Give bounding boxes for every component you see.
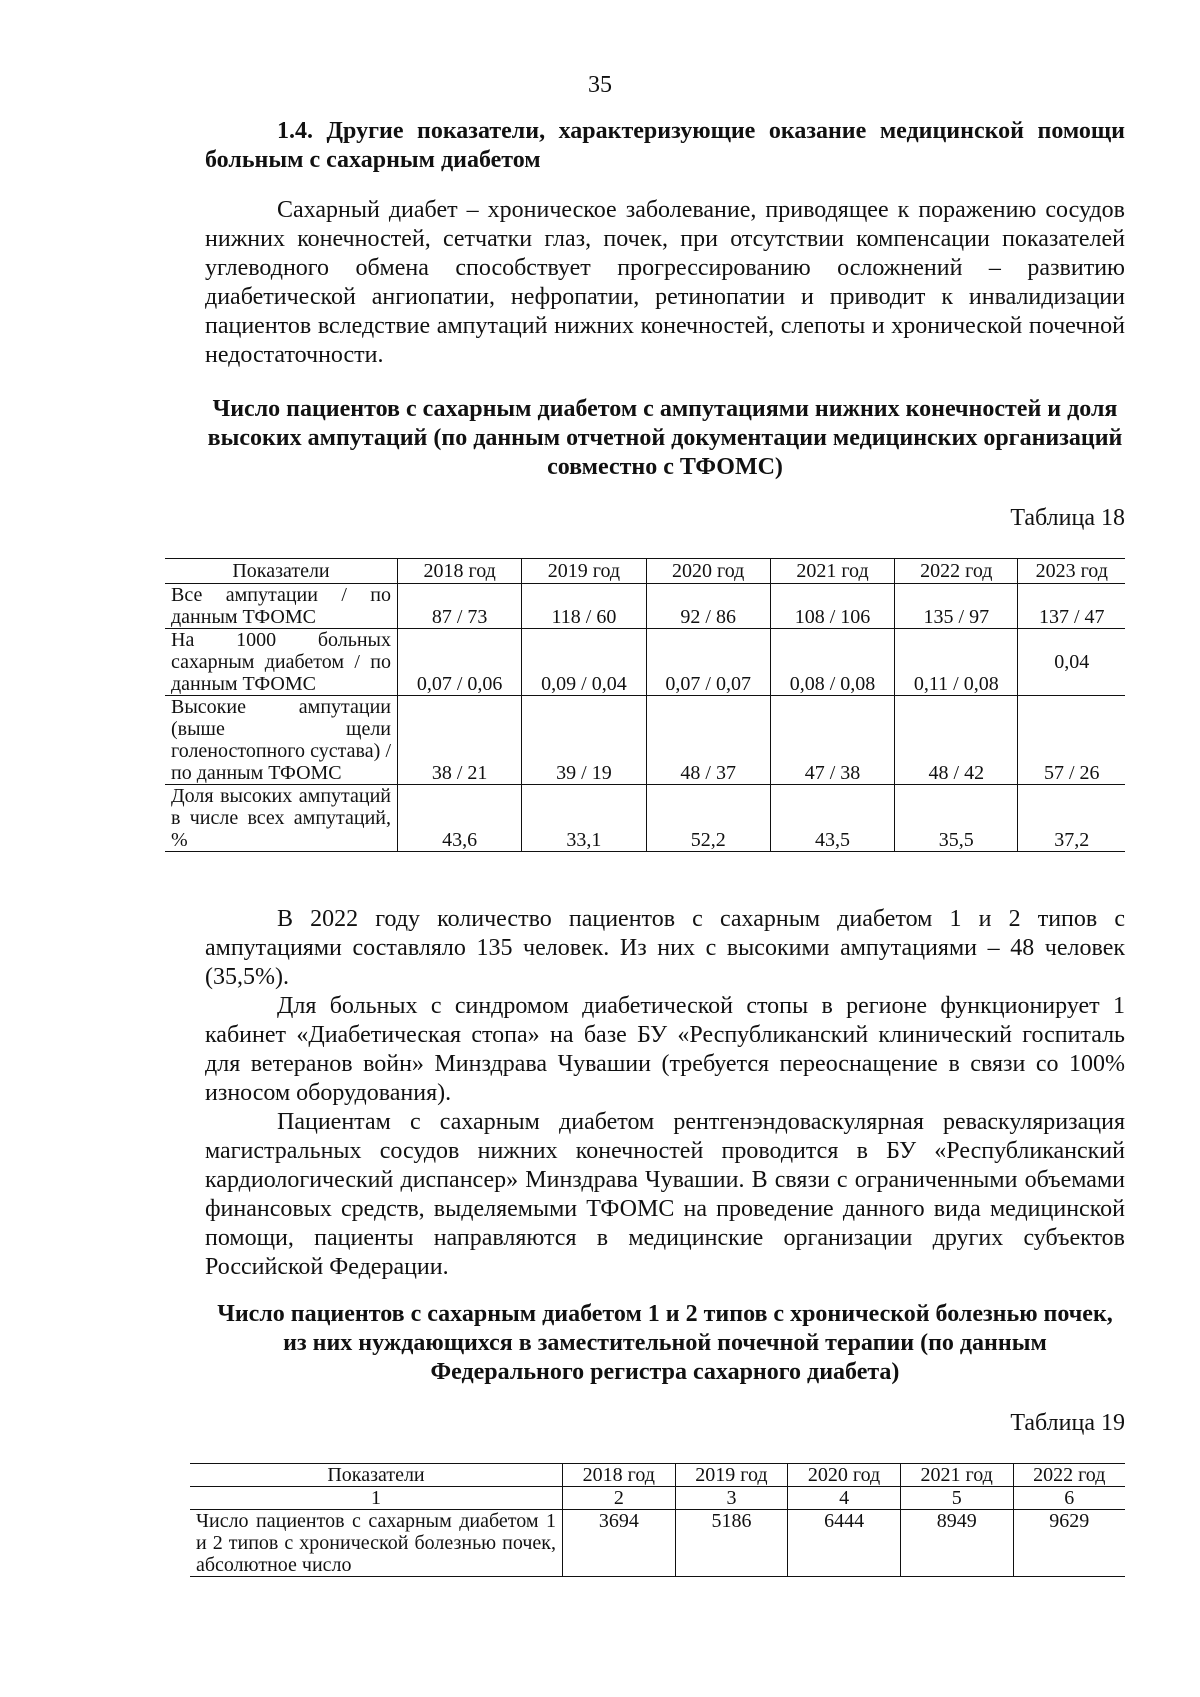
table-cell: 3694 (563, 1510, 676, 1577)
table18-caption: Таблица 18 (1010, 505, 1125, 531)
section-heading: 1.4. Другие показатели, характеризующие оказание медицинской помощи больным с сахарным диабетом (205, 118, 1125, 173)
table18 (165, 558, 1125, 852)
table-cell: 39 / 19 (522, 696, 646, 785)
paragraph-revascularization: Пациентам с сахарным диабетом рентгенэндоваскулярная реваскуляризация магистральных сосудов нижних конечностей проводится в БУ «Республиканский кардиологический диспансер» Минздрава Чувашии. В связи с ограниченными объемами финансовых средств, выделяемыми ТФОМС на проведение данного вида медицинской помощи, пациенты направляются в медицинские организации других субъектов Российской Федерации. (205, 1109, 1125, 1280)
table-row (165, 629, 1125, 696)
column-number: 4 (788, 1487, 901, 1510)
table-header-row (165, 559, 1125, 584)
table-cell: 48 / 37 (646, 696, 770, 785)
table-cell: 5186 (675, 1510, 788, 1577)
table-header-cell: Показатели (165, 559, 398, 584)
table-cell: 9629 (1013, 1510, 1125, 1577)
table19 (190, 1463, 1125, 1577)
table-cell: 0,07 / 0,06 (398, 629, 522, 696)
table-header-cell: 2020 год (646, 559, 770, 584)
table19-title: Число пациентов с сахарным диабетом 1 и 2 типов с хронической болезнью почек, из них нуждающихся в заместительной почечной терапии (по данным Федерального регистра сахарного диабета) (217, 1301, 1113, 1385)
table-cell: 0,09 / 0,04 (522, 629, 646, 696)
table-cell: 52,2 (646, 785, 770, 852)
table-header-cell: 2019 год (522, 559, 646, 584)
table-cell: 8949 (900, 1510, 1013, 1577)
table-cell: 43,5 (770, 785, 894, 852)
table-cell: 118 / 60 (522, 584, 646, 629)
table-cell: 37,2 (1018, 785, 1125, 852)
table-header-cell: 2023 год (1018, 559, 1125, 584)
table19-caption: Таблица 19 (1010, 1410, 1125, 1436)
table-cell: 47 / 38 (770, 696, 894, 785)
table-cell: 43,6 (398, 785, 522, 852)
table-cell: 0,11 / 0,08 (895, 629, 1018, 696)
table-cell: 87 / 73 (398, 584, 522, 629)
column-number-row (190, 1487, 1125, 1510)
table-header-cell: 2021 год (770, 559, 894, 584)
column-number: 1 (190, 1487, 563, 1510)
table-header-cell: 2020 год (788, 1464, 901, 1487)
row-label: На 1000 больных сахарным диабетом / по данным ТФОМС (165, 629, 398, 696)
table-row (165, 696, 1125, 785)
row-label: Высокие ампутации (выше щели голеностопного сустава) / по данным ТФОМС (165, 696, 398, 785)
table-cell: 6444 (788, 1510, 901, 1577)
table-header-cell: 2019 год (675, 1464, 788, 1487)
table-header-row (190, 1464, 1125, 1487)
table-cell: 0,07 / 0,07 (646, 629, 770, 696)
table-cell: 0,04 (1018, 629, 1125, 696)
column-number: 3 (675, 1487, 788, 1510)
table-cell: 48 / 42 (895, 696, 1018, 785)
row-label: Все ампутации / по данным ТФОМС (165, 584, 398, 629)
table-header-cell: 2022 год (1013, 1464, 1125, 1487)
row-label: Доля высоких ампутаций в числе всех ампутаций, % (165, 785, 398, 852)
paragraph-amputations-2022: В 2022 году количество пациентов с сахарным диабетом 1 и 2 типов с ампутациями составляло 135 человек. Из них с высокими ампутациями – 48 человек (35,5%). (205, 906, 1125, 990)
table-row (190, 1510, 1125, 1577)
table-cell: 0,08 / 0,08 (770, 629, 894, 696)
column-number: 6 (1013, 1487, 1125, 1510)
table-cell: 137 / 47 (1018, 584, 1125, 629)
table-cell: 108 / 106 (770, 584, 894, 629)
table-header-cell: Показатели (190, 1464, 563, 1487)
table-header-cell: 2022 год (895, 559, 1018, 584)
table18-title: Число пациентов с сахарным диабетом с ампутациями нижних конечностей и доля высоких ампутаций (по данным отчетной документации медицинских организаций совместно с ТФОМС) (207, 396, 1123, 480)
table-cell: 38 / 21 (398, 696, 522, 785)
table-header-cell: 2018 год (398, 559, 522, 584)
page-number: 35 (588, 72, 612, 98)
table-row (165, 584, 1125, 629)
column-number: 2 (563, 1487, 676, 1510)
table-row (165, 785, 1125, 852)
table-cell: 33,1 (522, 785, 646, 852)
table-cell: 57 / 26 (1018, 696, 1125, 785)
table-cell: 92 / 86 (646, 584, 770, 629)
column-number: 5 (900, 1487, 1013, 1510)
table-cell: 135 / 97 (895, 584, 1018, 629)
table-header-cell: 2021 год (900, 1464, 1013, 1487)
table-header-cell: 2018 год (563, 1464, 676, 1487)
table-cell: 35,5 (895, 785, 1018, 852)
paragraph-diabetic-foot: Для больных с синдромом диабетической стопы в регионе функционирует 1 кабинет «Диабетическая стопа» на базе БУ «Республиканский клинический госпиталь для ветеранов войн» Минздрава Чувашии (требуется переоснащение в связи со 100% износом оборудования). (205, 993, 1125, 1106)
intro-paragraph: Сахарный диабет – хроническое заболевание, приводящее к поражению сосудов нижних конечностей, сетчатки глаз, почек, при отсутствии компенсации показателей углеводного обмена способствует прогрессированию осложнений – развитию диабетической ангиопатии, нефропатии, ретинопатии и приводит к инвалидизации пациентов вследствие ампутаций нижних конечностей, слепоты и хронической почечной недостаточности. (205, 197, 1125, 368)
row-label: Число пациентов с сахарным диабетом 1 и 2 типов с хронической болезнью почек, абсолютное число (196, 1510, 556, 1576)
